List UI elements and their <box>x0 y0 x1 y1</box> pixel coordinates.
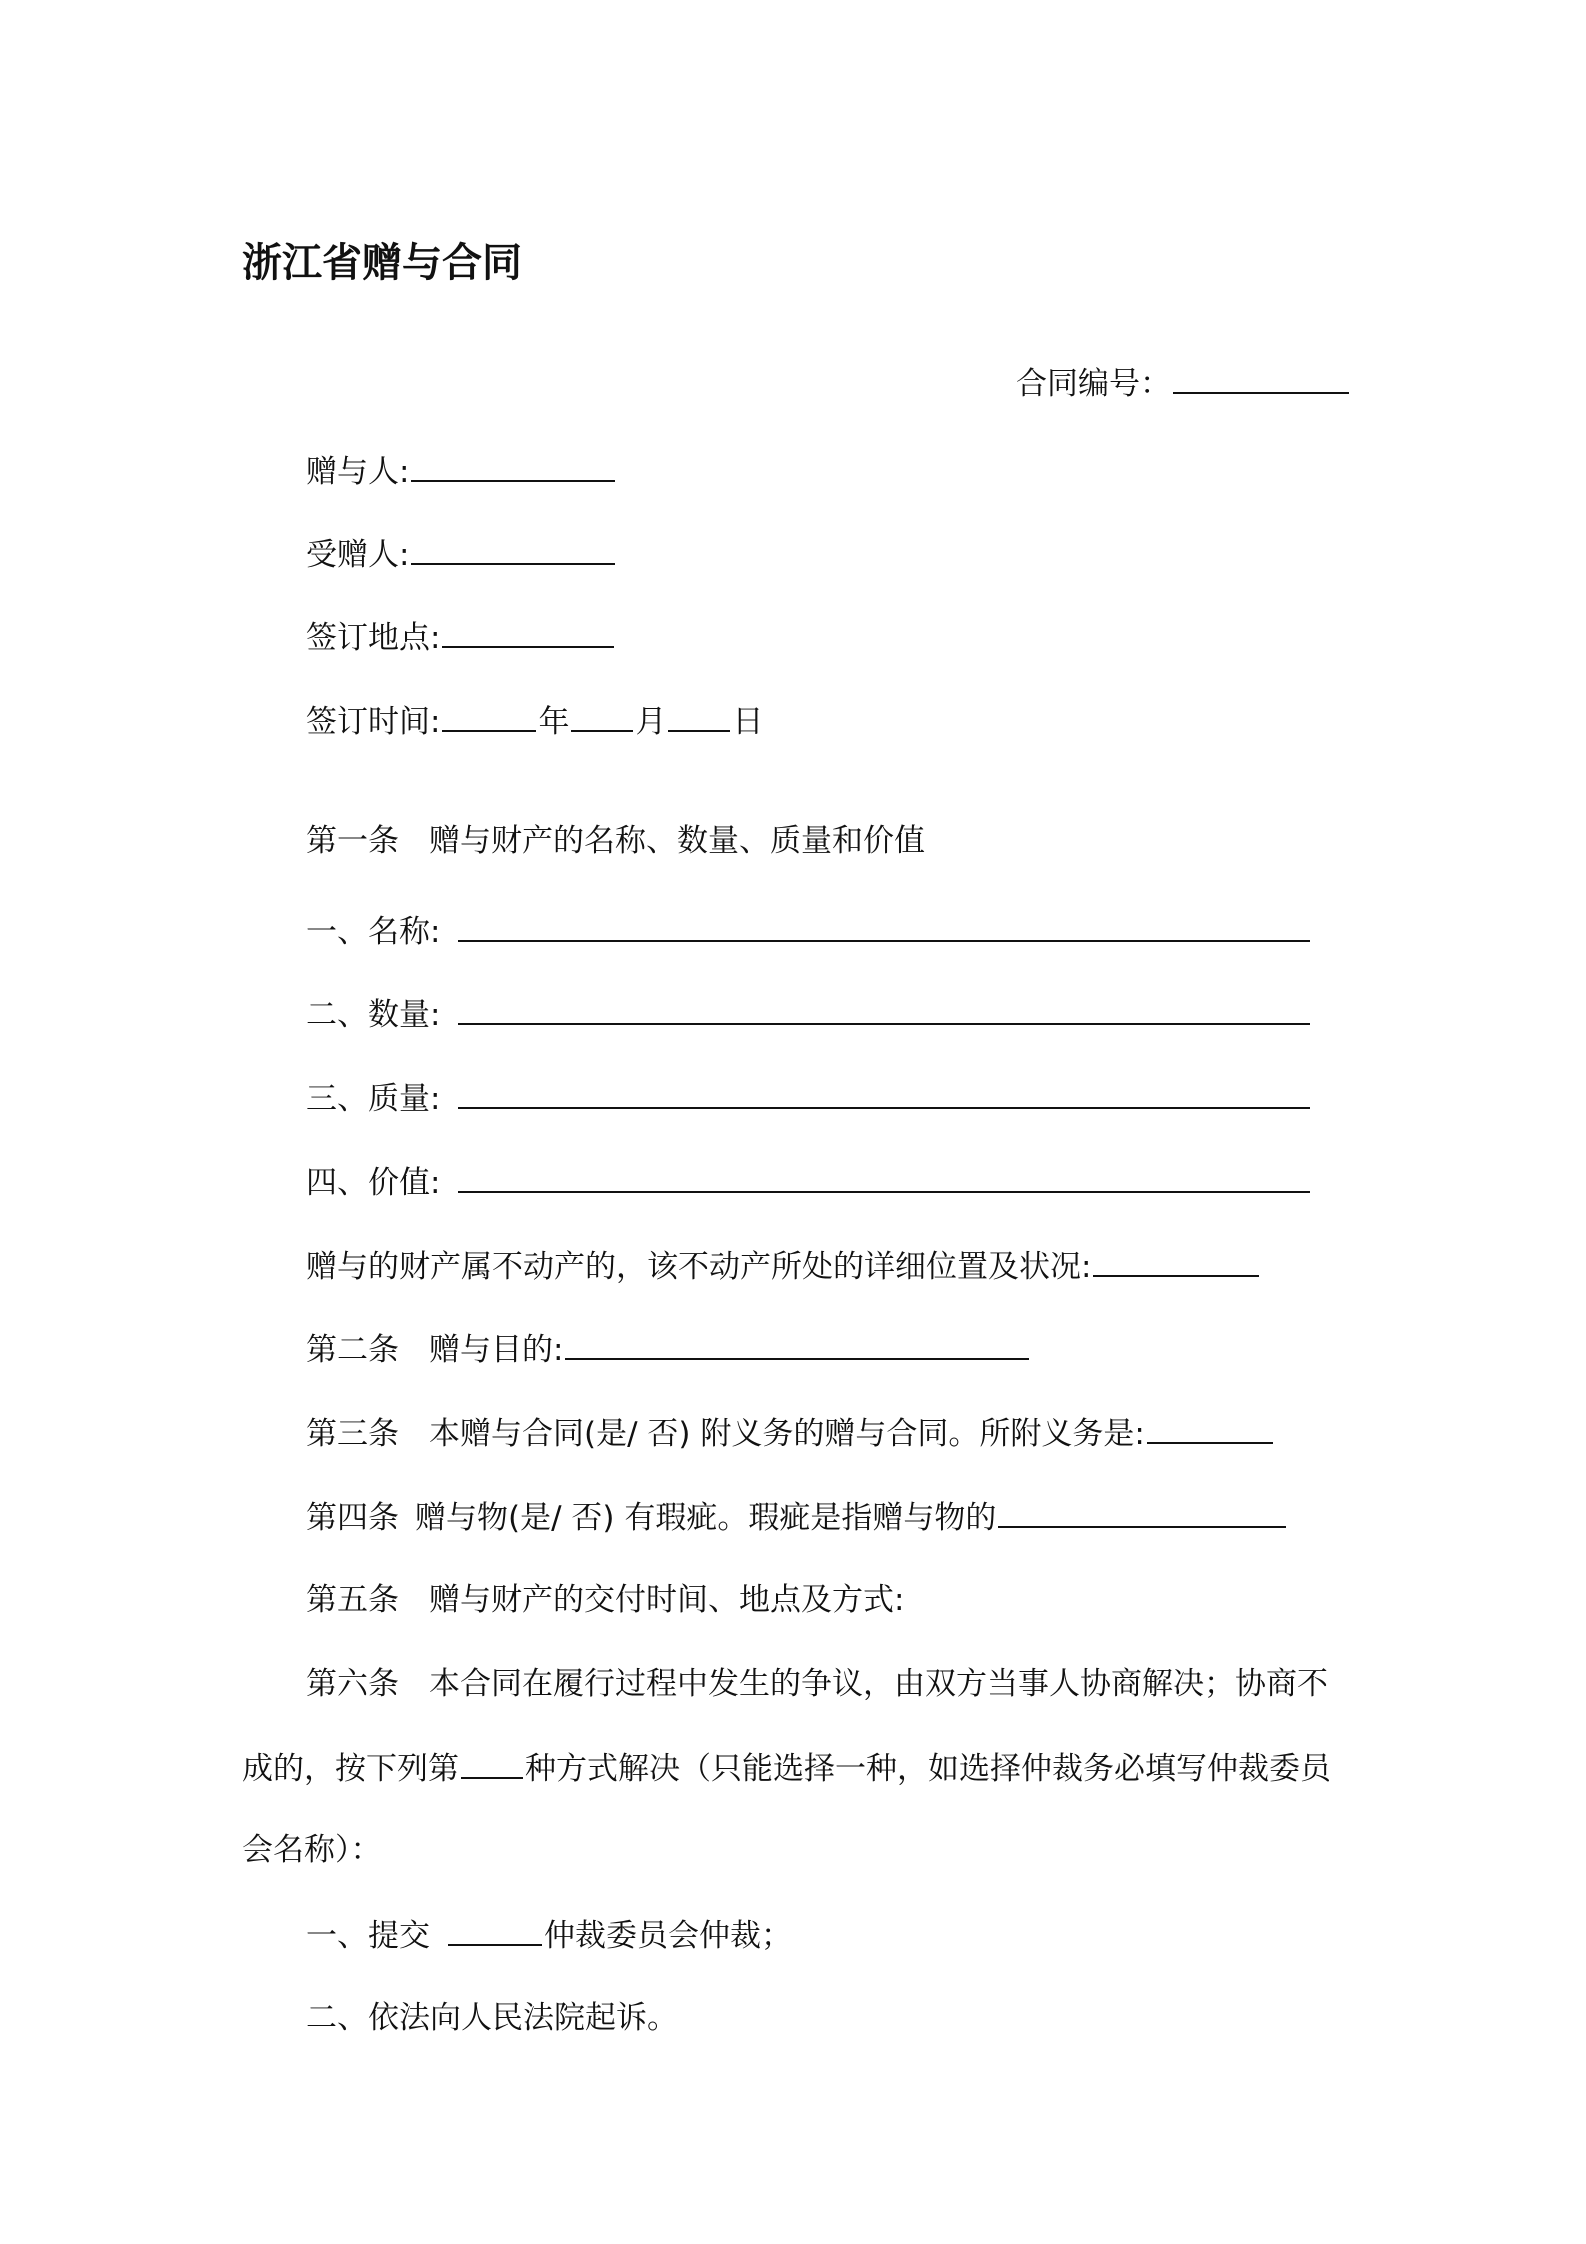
article-6-text-2a: 成的，按下列第 <box>242 1751 459 1787</box>
contract-number-label: 合同编号： <box>1016 366 1171 402</box>
article-1-number: 第一条 <box>306 823 399 859</box>
article-2-number: 第二条 <box>306 1332 399 1368</box>
donor-label: 赠与人: <box>306 454 410 490</box>
donor-row <box>306 450 617 492</box>
donee-blank[interactable] <box>411 533 615 565</box>
signing-place-blank[interactable] <box>442 616 614 648</box>
item-value-label: 四、价值: <box>306 1165 441 1201</box>
item-quality-label: 三、质量: <box>306 1081 441 1117</box>
signing-time-row <box>306 700 763 742</box>
document-title: 浙江省赠与合同 <box>242 240 522 286</box>
option-2-text: 二、依法向人民法院起诉。 <box>306 2000 678 2036</box>
article-6-number: 第六条 <box>306 1666 399 1702</box>
obligation-blank[interactable] <box>1147 1412 1273 1444</box>
article-3-row <box>306 1412 1275 1454</box>
signing-place-row <box>306 616 616 658</box>
option-2-row <box>306 1998 678 2038</box>
article-6-text-1: 本合同在履行过程中发生的争议，由双方当事人协商解决；协商不 <box>429 1666 1328 1702</box>
article-6-text-2b: 种方式解决（只能选择一种，如选择仲裁务必填写仲裁委员 <box>525 1751 1331 1787</box>
day-blank[interactable] <box>668 700 730 732</box>
article-1-heading <box>306 821 925 861</box>
item-quality-blank[interactable] <box>458 1077 1310 1109</box>
contract-number-blank[interactable] <box>1173 362 1349 394</box>
item-name-label: 一、名称: <box>306 914 441 950</box>
signing-time-label: 签订时间: <box>306 704 441 740</box>
article-6-line-2 <box>242 1747 1331 1789</box>
item-quantity-row <box>306 993 1312 1035</box>
year-label: 年 <box>538 704 570 740</box>
article-6-line-1 <box>306 1664 1328 1704</box>
donee-row <box>306 533 617 575</box>
option-1-text-a: 一、提交 <box>306 1918 430 1954</box>
article-5-row <box>306 1580 904 1620</box>
donee-label: 受赠人: <box>306 537 410 573</box>
article-3-text: 本赠与合同(是/ 否) 附义务的赠与合同。所附义务是: <box>429 1416 1145 1452</box>
article-4-text: 赠与物(是/ 否) 有瑕疵。瑕疵是指赠与物的 <box>415 1500 997 1536</box>
item-name-blank[interactable] <box>458 910 1310 942</box>
defect-blank[interactable] <box>998 1496 1286 1528</box>
item-name-row <box>306 910 1312 952</box>
option-1-row <box>306 1914 792 1956</box>
resolution-method-blank[interactable] <box>461 1747 523 1779</box>
item-value-blank[interactable] <box>458 1161 1310 1193</box>
article-5-number: 第五条 <box>306 1582 399 1618</box>
arbitration-committee-blank[interactable] <box>448 1914 542 1946</box>
item-value-row <box>306 1161 1312 1203</box>
article-3-number: 第三条 <box>306 1416 399 1452</box>
article-1-text: 赠与财产的名称、数量、质量和价值 <box>429 823 925 859</box>
article-6-text-3: 会名称）： <box>242 1832 382 1868</box>
article-6-line-3 <box>242 1830 382 1870</box>
realty-row <box>306 1245 1261 1287</box>
item-quantity-label: 二、数量: <box>306 997 441 1033</box>
contract-number-row <box>1016 362 1351 404</box>
donor-blank[interactable] <box>411 450 615 482</box>
article-2-row <box>306 1328 1031 1370</box>
signing-place-label: 签订地点: <box>306 620 441 656</box>
article-4-number: 第四条 <box>306 1500 399 1536</box>
article-2-text: 赠与目的: <box>429 1332 564 1368</box>
article-4-row <box>306 1496 1288 1538</box>
day-label: 日 <box>732 704 764 740</box>
article-5-text: 赠与财产的交付时间、地点及方式: <box>429 1582 905 1618</box>
item-quantity-blank[interactable] <box>458 993 1310 1025</box>
item-quality-row <box>306 1077 1312 1119</box>
realty-blank[interactable] <box>1093 1245 1259 1277</box>
gift-purpose-blank[interactable] <box>565 1328 1029 1360</box>
realty-label: 赠与的财产属不动产的，该不动产所处的详细位置及状况: <box>306 1249 1092 1285</box>
month-blank[interactable] <box>571 700 633 732</box>
option-1-text-b: 仲裁委员会仲裁； <box>544 1918 792 1954</box>
month-label: 月 <box>635 704 667 740</box>
year-blank[interactable] <box>442 700 536 732</box>
